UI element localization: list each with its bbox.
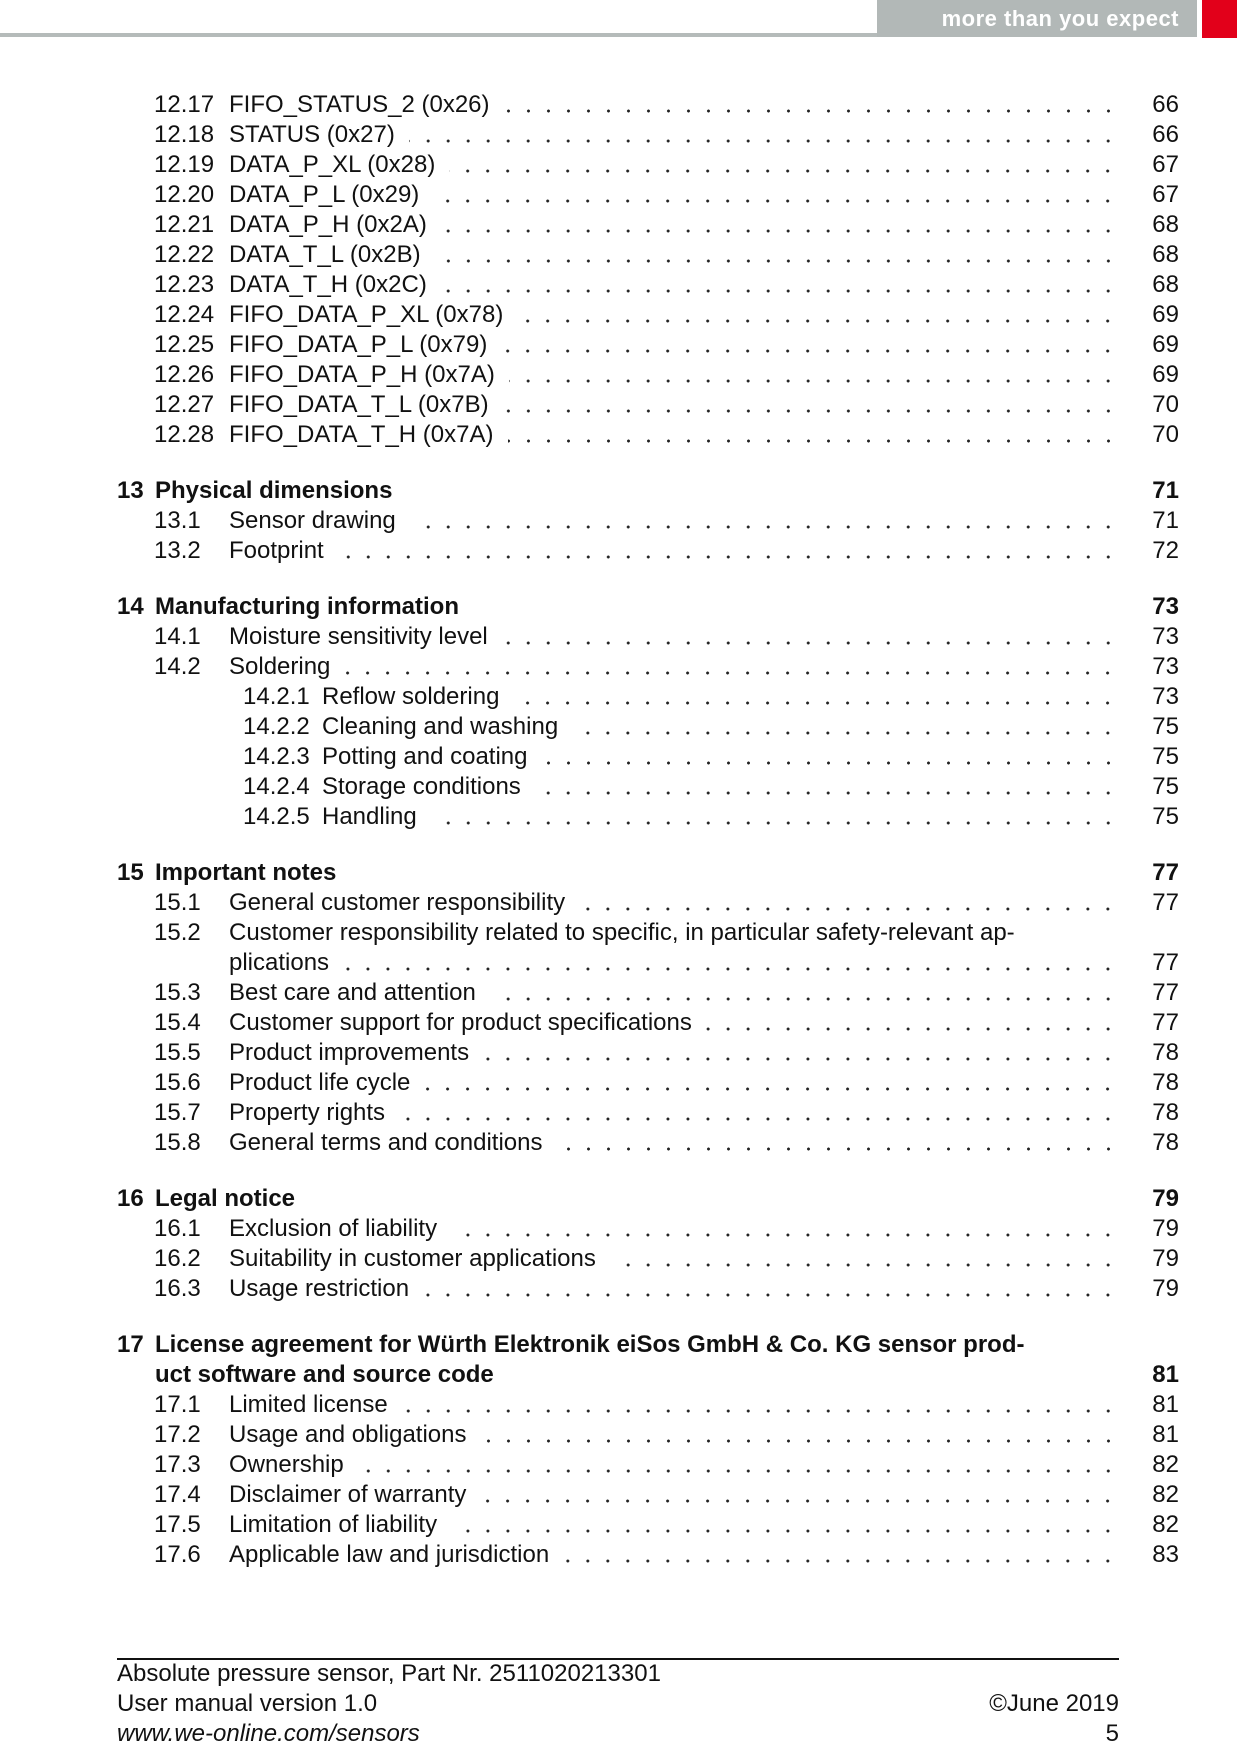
toc-entry-title-text: Sensor drawing	[229, 506, 410, 536]
toc-entry-title	[229, 390, 1119, 420]
toc-entry-number: 15.8	[154, 1129, 201, 1156]
toc-entry-section[interactable]	[0, 180, 1241, 210]
toc-entry-number: 16	[117, 1185, 144, 1212]
toc-entry-title	[229, 536, 1119, 566]
dot-leader	[490, 978, 1119, 1008]
toc-entry-number: 12.19	[154, 151, 215, 178]
toc-entry-section[interactable]	[0, 1244, 1241, 1274]
toc-entry-page: 78	[1152, 1069, 1179, 1096]
toc-entry-title-text: General terms and conditions	[229, 1128, 557, 1158]
toc-entry-page: 72	[1152, 537, 1179, 564]
toc-entry-title-text: Physical dimensions	[155, 476, 406, 506]
toc-entry-title	[229, 180, 1119, 210]
toc-entry-page: 78	[1152, 1129, 1179, 1156]
toc-entry-title-text: FIFO_DATA_T_L (0x7B)	[229, 390, 503, 420]
toc-entry-title-text: Cleaning and washing	[322, 712, 572, 742]
toc-entry-subsection[interactable]	[0, 802, 1241, 832]
toc-entry-number: 14.2	[154, 653, 201, 680]
toc-entry-title-text: DATA_P_H (0x2A)	[229, 210, 441, 240]
toc-entry-number: 15.5	[154, 1039, 201, 1066]
toc-entry-page: 82	[1152, 1481, 1179, 1508]
toc-entry-continuation[interactable]	[0, 948, 1241, 978]
toc-entry-page: 73	[1152, 623, 1179, 650]
toc-entry-title	[229, 1274, 1119, 1304]
toc-entry-page: 68	[1152, 211, 1179, 238]
dot-leader	[542, 742, 1120, 772]
toc-entry-section[interactable]	[0, 1450, 1241, 1480]
toc-entry-title	[229, 1008, 1119, 1038]
toc-entry-title-text: Limited license	[229, 1390, 402, 1420]
toc-entry-title-text: Handling	[322, 802, 431, 832]
toc-entry-title-text: Manufacturing information	[155, 592, 473, 622]
toc-entry-number: 12.21	[154, 211, 215, 238]
toc-entry-title	[229, 1244, 1119, 1274]
toc-entry-title	[229, 622, 1119, 652]
dot-leader	[481, 1420, 1119, 1450]
toc-entry-title-text: Usage restriction	[229, 1274, 423, 1304]
footer-version: User manual version 1.0	[117, 1690, 378, 1717]
toc-entry-section[interactable]	[0, 622, 1241, 652]
toc-entry-title-text: FIFO_DATA_P_H (0x7A)	[229, 360, 509, 390]
dot-leader	[431, 802, 1119, 832]
toc-entry-title	[322, 802, 1119, 832]
toc-entry-title	[322, 712, 1119, 742]
toc-entry-page: 66	[1152, 91, 1179, 118]
toc-entry-section[interactable]	[0, 1038, 1241, 1068]
toc-entry-section[interactable]	[0, 210, 1241, 240]
toc-entry-page: 68	[1152, 271, 1179, 298]
dot-leader	[483, 1038, 1119, 1068]
toc-entry-title	[155, 1360, 508, 1390]
toc-entry-number: 16.2	[154, 1245, 201, 1272]
toc-entry-title-text: FIFO_STATUS_2 (0x26)	[229, 90, 504, 120]
toc-entry-title-text: FIFO_DATA_P_L (0x79)	[229, 330, 501, 360]
toc-entry-number: 14.2.4	[243, 773, 310, 800]
toc-entry-section[interactable]	[0, 1128, 1241, 1158]
toc-entry-page: 82	[1152, 1511, 1179, 1538]
toc-entry-page: 73	[1152, 683, 1179, 710]
toc-entry-title-text: Disclaimer of warranty	[229, 1480, 480, 1510]
toc-entry-number: 15.6	[154, 1069, 201, 1096]
dot-leader	[508, 420, 1120, 450]
toc-entry-section[interactable]	[0, 1420, 1241, 1450]
toc-entry-subsection[interactable]	[0, 742, 1241, 772]
toc-entry-page: 73	[1152, 593, 1179, 620]
toc-entry-number: 12.20	[154, 181, 215, 208]
toc-entry-section[interactable]	[0, 978, 1241, 1008]
toc-entry-section[interactable]	[0, 90, 1241, 120]
toc-entry-title-text: Footprint	[229, 536, 338, 566]
dot-leader	[358, 1450, 1119, 1480]
toc-entry-page: 75	[1152, 803, 1179, 830]
dot-leader	[480, 1480, 1119, 1510]
toc-entry-title-text: Reflow soldering	[322, 682, 513, 712]
toc-entry-title-text: Soldering	[229, 652, 344, 682]
toc-entry-page: 77	[1152, 859, 1179, 886]
toc-entry-number: 17.6	[154, 1541, 201, 1568]
toc-entry-page: 71	[1152, 477, 1179, 504]
toc-entry-subsection[interactable]	[0, 772, 1241, 802]
toc-entry-section[interactable]	[0, 120, 1241, 150]
toc-entry-page: 73	[1152, 653, 1179, 680]
dot-leader	[451, 1510, 1119, 1540]
toc-entry-title-text: Ownership	[229, 1450, 358, 1480]
toc-entry-section[interactable]	[0, 150, 1241, 180]
brand-tagline-banner: more than you expect	[877, 0, 1197, 37]
toc-entry-page: 79	[1152, 1245, 1179, 1272]
toc-entry-page: 75	[1152, 713, 1179, 740]
dot-leader	[517, 300, 1119, 330]
table-of-contents	[0, 90, 1241, 1570]
toc-entry-title-text: Legal notice	[155, 1184, 309, 1214]
toc-entry-chapter[interactable]	[0, 1184, 1241, 1214]
toc-entry-number: 13.2	[154, 537, 201, 564]
footer-product: Absolute pressure sensor, Part Nr. 2511020213301	[117, 1660, 661, 1687]
toc-entry-title-text: Suitability in customer applications	[229, 1244, 610, 1274]
toc-entry-number: 15.7	[154, 1099, 201, 1126]
toc-entry-title-text: General customer responsibility	[229, 888, 579, 918]
dot-leader	[344, 652, 1119, 682]
toc-entry-title	[229, 1480, 1119, 1510]
toc-entry-title	[229, 1128, 1119, 1158]
dot-leader	[513, 682, 1119, 712]
toc-entry-title	[322, 772, 1119, 802]
toc-entry-page: 68	[1152, 241, 1179, 268]
toc-entry-chapter[interactable]	[0, 476, 1241, 506]
toc-entry-section[interactable]	[0, 918, 1241, 948]
dot-leader	[504, 90, 1119, 120]
toc-entry-number: 12.26	[154, 361, 215, 388]
toc-entry-title	[229, 1390, 1119, 1420]
dot-leader	[441, 270, 1119, 300]
dot-leader	[435, 240, 1119, 270]
dot-leader	[399, 1098, 1119, 1128]
toc-entry-title	[229, 1510, 1119, 1540]
toc-entry-title-text: Best care and attention	[229, 978, 490, 1008]
toc-entry-title	[229, 888, 1119, 918]
toc-entry-title-text: DATA_T_H (0x2C)	[229, 270, 441, 300]
toc-entry-title-text: Customer support for product specifications	[229, 1008, 706, 1038]
toc-entry-title-text: Important notes	[155, 858, 350, 888]
footer-page-number: 5	[1105, 1720, 1119, 1747]
dot-leader	[563, 1540, 1119, 1570]
toc-entry-title	[229, 1098, 1119, 1128]
toc-entry-number: 15.2	[154, 919, 201, 946]
toc-entry-title-text: Usage and obligations	[229, 1420, 481, 1450]
toc-entry-title-text: DATA_P_L (0x29)	[229, 180, 433, 210]
toc-entry-number: 15.3	[154, 979, 201, 1006]
toc-entry-page: 77	[1152, 889, 1179, 916]
toc-entry-number: 14.2.5	[243, 803, 310, 830]
toc-entry-section[interactable]	[0, 506, 1241, 536]
toc-entry-page: 83	[1152, 1541, 1179, 1568]
dot-leader	[433, 180, 1119, 210]
toc-entry-number: 16.1	[154, 1215, 201, 1242]
dot-leader	[501, 330, 1119, 360]
toc-entry-title-text: Limitation of liability	[229, 1510, 451, 1540]
toc-entry-title	[229, 506, 1119, 536]
toc-entry-page: 75	[1152, 773, 1179, 800]
toc-entry-page: 78	[1152, 1099, 1179, 1126]
toc-entry-section[interactable]	[0, 270, 1241, 300]
toc-entry-section[interactable]	[0, 390, 1241, 420]
toc-entry-number: 17.3	[154, 1451, 201, 1478]
toc-entry-number: 14.2.2	[243, 713, 310, 740]
toc-entry-page: 69	[1152, 301, 1179, 328]
dot-leader	[410, 506, 1119, 536]
toc-entry-title	[229, 1540, 1119, 1570]
toc-entry-number: 15.1	[154, 889, 201, 916]
toc-entry-title-text: Product life cycle	[229, 1068, 424, 1098]
dot-leader	[579, 888, 1119, 918]
toc-entry-title	[155, 1330, 1119, 1360]
toc-entry-number: 14	[117, 593, 144, 620]
toc-entry-number: 17	[117, 1331, 144, 1358]
dot-leader	[343, 948, 1119, 978]
dot-leader	[610, 1244, 1119, 1274]
toc-entry-title	[229, 1038, 1119, 1068]
toc-entry-title	[229, 1450, 1119, 1480]
toc-entry-section[interactable]	[0, 536, 1241, 566]
toc-entry-title	[229, 330, 1119, 360]
toc-entry-number: 17.5	[154, 1511, 201, 1538]
toc-entry-number: 14.1	[154, 623, 201, 650]
dot-leader	[423, 1274, 1119, 1304]
toc-entry-page: 77	[1152, 979, 1179, 1006]
toc-entry-page: 79	[1152, 1215, 1179, 1242]
dot-leader	[535, 772, 1119, 802]
toc-entry-title-text: FIFO_DATA_P_XL (0x78)	[229, 300, 517, 330]
toc-entry-number: 14.2.3	[243, 743, 310, 770]
toc-entry-section[interactable]	[0, 1098, 1241, 1128]
toc-entry-title	[229, 652, 1119, 682]
toc-entry-section[interactable]	[0, 240, 1241, 270]
toc-entry-section[interactable]	[0, 1068, 1241, 1098]
toc-entry-title	[229, 120, 1119, 150]
toc-entry-number: 12.17	[154, 91, 215, 118]
toc-entry-section[interactable]	[0, 360, 1241, 390]
toc-entry-section[interactable]	[0, 1510, 1241, 1540]
dot-leader	[451, 1214, 1119, 1244]
toc-entry-section[interactable]	[0, 330, 1241, 360]
toc-entry-title	[155, 1184, 309, 1214]
toc-entry-title-text: Applicable law and jurisdiction	[229, 1540, 563, 1570]
toc-entry-number: 12.22	[154, 241, 215, 268]
dot-leader	[338, 536, 1119, 566]
toc-entry-title	[155, 592, 473, 622]
toc-entry-number: 14.2.1	[243, 683, 310, 710]
toc-entry-title-text: DATA_P_XL (0x28)	[229, 150, 449, 180]
toc-entry-title	[229, 270, 1119, 300]
toc-entry-page: 78	[1152, 1039, 1179, 1066]
toc-entry-title-text: Customer responsibility related to specific, in particular safety-relevant ap-	[229, 919, 1015, 946]
dot-leader	[441, 210, 1119, 240]
toc-entry-title	[229, 210, 1119, 240]
toc-entry-page: 81	[1152, 1361, 1179, 1388]
toc-entry-title-text: Moisture sensitivity level	[229, 622, 502, 652]
toc-entry-number: 15.4	[154, 1009, 201, 1036]
dot-leader	[557, 1128, 1120, 1158]
toc-entry-number: 17.1	[154, 1391, 201, 1418]
toc-entry-title	[229, 1420, 1119, 1450]
toc-entry-section[interactable]	[0, 888, 1241, 918]
header-rule	[0, 33, 877, 37]
toc-entry-page: 69	[1152, 361, 1179, 388]
footer-url-link[interactable]: www.we-online.com/sensors	[117, 1720, 420, 1747]
toc-entry-title-text: STATUS (0x27)	[229, 120, 409, 150]
toc-entry-chapter[interactable]	[0, 1330, 1241, 1360]
dot-leader	[503, 390, 1119, 420]
toc-entry-section[interactable]	[0, 300, 1241, 330]
toc-entry-title	[229, 1214, 1119, 1244]
footer-date: ©June 2019	[989, 1690, 1119, 1717]
toc-entry-title	[322, 742, 1119, 772]
toc-entry-title	[229, 360, 1119, 390]
toc-entry-number: 12.28	[154, 421, 215, 448]
brand-red-square	[1202, 0, 1237, 38]
toc-entry-section[interactable]	[0, 1540, 1241, 1570]
toc-entry-number: 16.3	[154, 1275, 201, 1302]
toc-entry-number: 12.24	[154, 301, 215, 328]
toc-entry-page: 70	[1152, 391, 1179, 418]
toc-entry-section[interactable]	[0, 420, 1241, 450]
toc-entry-page: 69	[1152, 331, 1179, 358]
toc-entry-page: 79	[1152, 1275, 1179, 1302]
dot-leader	[509, 360, 1119, 390]
toc-entry-title-text: FIFO_DATA_T_H (0x7A)	[229, 420, 508, 450]
dot-leader	[502, 622, 1119, 652]
toc-entry-page: 82	[1152, 1451, 1179, 1478]
toc-entry-title	[229, 420, 1119, 450]
toc-entry-section[interactable]	[0, 1214, 1241, 1244]
toc-entry-title-text: License agreement for Würth Elektronik eiSos GmbH & Co. KG sensor prod-	[155, 1331, 1025, 1358]
toc-entry-section[interactable]	[0, 1274, 1241, 1304]
toc-entry-title-text: Property rights	[229, 1098, 399, 1128]
toc-entry-number: 12.18	[154, 121, 215, 148]
toc-entry-title-text: uct software and source code	[155, 1360, 508, 1390]
dot-leader	[572, 712, 1119, 742]
toc-entry-title	[229, 1068, 1119, 1098]
toc-entry-section[interactable]	[0, 1390, 1241, 1420]
dot-leader	[449, 150, 1119, 180]
toc-entry-subsection[interactable]	[0, 682, 1241, 712]
toc-entry-page: 71	[1152, 507, 1179, 534]
toc-entry-title	[229, 300, 1119, 330]
toc-entry-title	[229, 90, 1119, 120]
toc-entry-chapter[interactable]	[0, 592, 1241, 622]
toc-entry-page: 81	[1152, 1421, 1179, 1448]
toc-entry-number: 12.23	[154, 271, 215, 298]
toc-entry-page: 67	[1152, 181, 1179, 208]
dot-leader	[402, 1390, 1119, 1420]
toc-entry-page: 79	[1152, 1185, 1179, 1212]
toc-entry-page: 77	[1152, 1009, 1179, 1036]
toc-entry-section[interactable]	[0, 1008, 1241, 1038]
toc-entry-title-text: Exclusion of liability	[229, 1214, 451, 1244]
toc-entry-title	[155, 858, 350, 888]
toc-entry-title	[229, 918, 1119, 948]
toc-entry-section[interactable]	[0, 652, 1241, 682]
toc-entry-page: 75	[1152, 743, 1179, 770]
toc-entry-title-text: Storage conditions	[322, 772, 535, 802]
toc-entry-title-text: Product improvements	[229, 1038, 483, 1068]
toc-entry-title-text: DATA_T_L (0x2B)	[229, 240, 435, 270]
dot-leader	[706, 1008, 1119, 1038]
toc-entry-title	[229, 978, 1119, 1008]
toc-entry-number: 13	[117, 477, 144, 504]
toc-entry-page: 66	[1152, 121, 1179, 148]
toc-entry-title	[229, 150, 1119, 180]
toc-entry-chapter[interactable]	[0, 858, 1241, 888]
toc-entry-title	[155, 476, 406, 506]
toc-entry-continuation[interactable]	[0, 1360, 1241, 1390]
toc-entry-title	[229, 948, 1119, 978]
toc-entry-title	[322, 682, 1119, 712]
toc-entry-number: 17.2	[154, 1421, 201, 1448]
toc-entry-section[interactable]	[0, 1480, 1241, 1510]
toc-entry-title	[229, 240, 1119, 270]
toc-entry-number: 17.4	[154, 1481, 201, 1508]
toc-entry-page: 81	[1152, 1391, 1179, 1418]
dot-leader	[409, 120, 1119, 150]
toc-entry-number: 12.25	[154, 331, 215, 358]
toc-entry-page: 70	[1152, 421, 1179, 448]
toc-entry-number: 15	[117, 859, 144, 886]
toc-entry-title-text: plications	[229, 948, 343, 978]
toc-entry-number: 12.27	[154, 391, 215, 418]
toc-entry-subsection[interactable]	[0, 712, 1241, 742]
toc-entry-number: 13.1	[154, 507, 201, 534]
toc-entry-page: 77	[1152, 949, 1179, 976]
toc-entry-title-text: Potting and coating	[322, 742, 542, 772]
toc-entry-page: 67	[1152, 151, 1179, 178]
dot-leader	[424, 1068, 1119, 1098]
